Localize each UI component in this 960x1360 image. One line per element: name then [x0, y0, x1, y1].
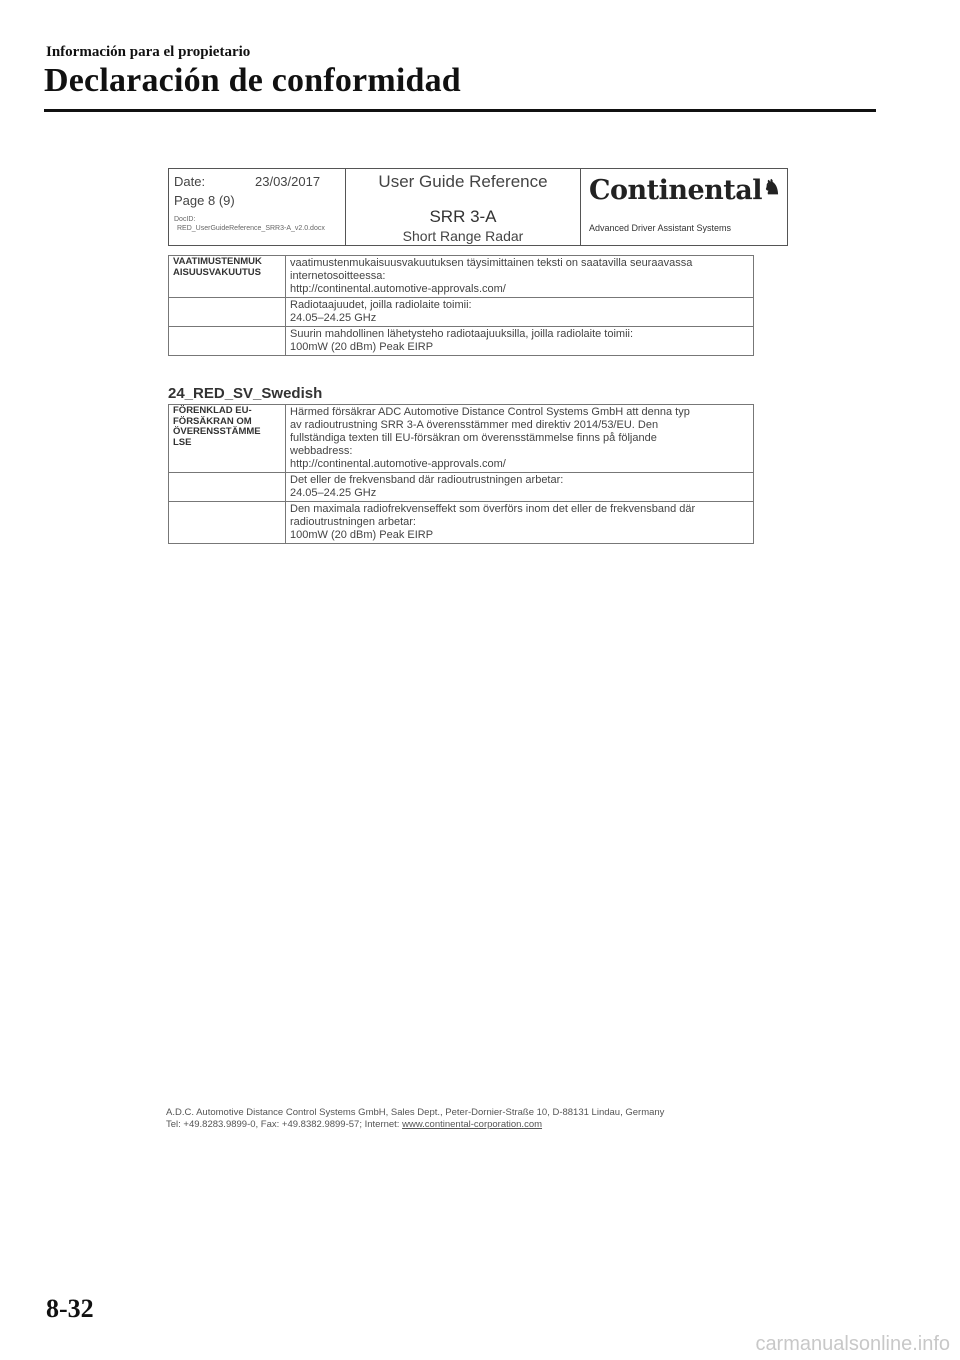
footer-address: A.D.C. Automotive Distance Control Systems GmbH, Sales Dept., Peter-Dornier-Straße 10, D-88131 Lindau, Germany — [166, 1107, 665, 1118]
product-description: Short Range Radar — [402, 228, 524, 244]
label-line: LSE — [173, 436, 192, 448]
label-line: FÖRENKLAD EU- — [173, 405, 252, 416]
docid-value: RED_UserGuideReference_SRR3-A_v2.0.docx — [177, 225, 325, 232]
swedish-section-heading: 24_RED_SV_Swedish — [168, 385, 323, 402]
text-line: av radioutrustning SRR 3-A överensstämmer med direktiv 2014/53/EU. Den — [290, 419, 659, 431]
table-row — [169, 473, 754, 502]
text-line: 100mW (20 dBm) Peak EIRP — [290, 341, 434, 353]
text-line: Härmed försäkrar ADC Automotive Distance Control Systems GmbH att denna typ — [290, 406, 690, 418]
url-text: http://continental.automotive-approvals.com/ — [290, 283, 506, 295]
table-label-cell — [169, 327, 286, 356]
table-label-cell — [169, 256, 286, 298]
header-meta-cell — [169, 169, 346, 245]
table-row — [169, 256, 754, 298]
page-ref: Page 8 (9) — [174, 193, 235, 208]
table-label-cell — [169, 502, 286, 544]
horse-icon: ♞ — [763, 175, 781, 199]
text-line: Suurin mahdollinen lähetysteho radiotaajuuksilla, joilla radiolaite toimii: — [290, 328, 634, 340]
finnish-declaration-table — [168, 255, 754, 356]
label-line: ÖVERENSSTÄMME — [173, 426, 261, 437]
company-footer — [166, 1107, 664, 1131]
footer-contact — [166, 1119, 664, 1131]
label-line: FÖRSÄKRAN OM — [173, 415, 252, 427]
table-row — [169, 327, 754, 356]
text-line: radioutrustningen arbetar: — [290, 516, 416, 528]
guide-title: User Guide Reference — [378, 172, 548, 191]
table-text-cell — [286, 298, 754, 327]
product-name: SRR 3-A — [429, 207, 497, 226]
website-link[interactable]: www.continental-corporation.com — [402, 1119, 543, 1130]
text-line: Det eller de frekvensband där radioutrustningen arbetar: — [290, 474, 564, 486]
page-title: Declaración de conformidad — [44, 62, 461, 99]
footer-contact-text: Tel: +49.8283.9899-0, Fax: +49.8382.9899-57; Internet: — [166, 1119, 403, 1130]
document-header-box — [168, 168, 788, 246]
table-label-cell — [169, 473, 286, 502]
table-text-cell — [286, 405, 754, 473]
text-line: 24.05–24.25 GHz — [290, 487, 377, 499]
date-value: 23/03/2017 — [255, 174, 321, 189]
table-row — [169, 298, 754, 327]
swedish-declaration-table — [168, 404, 754, 544]
table-text-cell — [286, 502, 754, 544]
docid-label: DocID: — [174, 216, 196, 223]
continental-logo: Continental♞ — [589, 175, 781, 206]
table-row — [169, 405, 754, 473]
table-label-cell — [169, 298, 286, 327]
text-line: vaatimustenmukaisuusvakuutuksen täysimittainen teksti on saatavilla seuraavassa — [290, 257, 693, 269]
table-text-cell — [286, 473, 754, 502]
url-text: http://continental.automotive-approvals.com/ — [290, 458, 506, 470]
table-label-cell — [169, 405, 286, 473]
date-label: Date: — [174, 174, 206, 189]
text-line: internetosoitteessa: — [290, 270, 386, 282]
section-label: Información para el propietario — [46, 44, 251, 60]
page-number: 8-32 — [46, 1294, 94, 1323]
table-text-cell — [286, 327, 754, 356]
watermark: carmanualsonline.info — [755, 1333, 950, 1355]
company-description: Advanced Driver Assistant Systems — [589, 223, 732, 233]
header-title-cell — [346, 169, 581, 245]
table-text-cell — [286, 256, 754, 298]
text-line: Radiotaajuudet, joilla radiolaite toimii: — [290, 299, 472, 311]
label-line: AISUUSVAKUUTUS — [173, 266, 261, 278]
header-logo-cell — [581, 169, 787, 245]
text-line: Den maximala radiofrekvenseffekt som överförs inom det eller de frekvensband där — [290, 503, 696, 515]
label-line: VAATIMUSTENMUK — [173, 256, 262, 267]
text-line: 100mW (20 dBm) Peak EIRP — [290, 529, 434, 541]
title-rule — [44, 109, 876, 112]
text-line: webbadress: — [290, 445, 353, 457]
text-line: 24.05–24.25 GHz — [290, 312, 377, 324]
text-line: fullständiga texten till EU-försäkran om överensstämmelse finns på följande — [290, 432, 657, 444]
table-row — [169, 502, 754, 544]
